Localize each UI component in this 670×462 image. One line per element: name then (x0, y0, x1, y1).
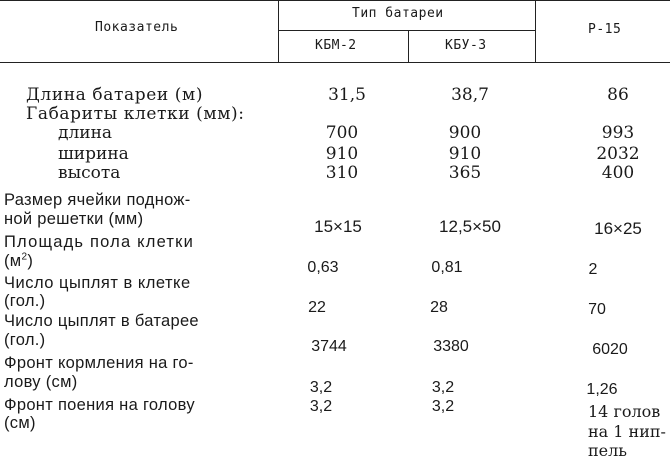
row-chicks-battery-kbm2: 3744 (311, 338, 347, 355)
row-dim-length-r15: 993 (601, 123, 635, 143)
row-feed-front-kbm2: 3,2 (309, 379, 333, 396)
row-dim-height-r15: 400 (601, 163, 635, 183)
row-dim-width-r15: 2032 (596, 144, 640, 164)
row-dim-height-label: высота (58, 163, 121, 183)
row-feed-front-label-2: лову (см) (4, 373, 78, 391)
row-floor-label-2-end: ) (27, 252, 34, 270)
row-dims-title: Габариты клетки (мм): (26, 104, 245, 124)
row-feed-front-r15: 1,26 (586, 381, 618, 398)
row-water-front-r15-line1: 14 голов (588, 402, 661, 421)
header-col-kbu3: КБУ-3 (445, 38, 487, 53)
row-chicks-battery-r15: 6020 (592, 341, 628, 358)
row-length-r15: 86 (607, 85, 629, 105)
header-col-kbm2: КБМ-2 (315, 38, 357, 53)
row-floor-label-2-text: (м (4, 252, 22, 270)
row-floor-label-2-sup: 2 (21, 251, 28, 263)
row-chicks-cage-label-2: (гол.) (4, 292, 46, 310)
row-mesh-kbm2: 15×15 (314, 217, 362, 236)
row-mesh-label-2: ной решетки (мм) (4, 210, 144, 228)
row-dim-width-kbu3: 910 (448, 144, 482, 164)
row-dim-height-kbu3: 365 (448, 163, 482, 183)
row-length-kbu3: 38,7 (451, 85, 489, 105)
row-floor-label-2 (4, 252, 33, 270)
header-sub-rule (278, 30, 535, 31)
row-chicks-cage-r15: 70 (588, 301, 606, 318)
header-indicator: Показатель (95, 20, 179, 35)
row-dim-width-kbm2: 910 (325, 144, 359, 164)
row-chicks-battery-label-1: Число цыплят в батарее (4, 312, 199, 330)
row-chicks-cage-kbu3: 28 (430, 299, 448, 316)
row-dim-length-kbm2: 700 (325, 123, 359, 143)
row-floor-kbm2: 0,63 (307, 259, 339, 276)
header-divider-sub (408, 30, 409, 62)
row-mesh-r15: 16×25 (594, 219, 642, 238)
row-chicks-battery-label-2: (гол.) (4, 331, 46, 349)
row-dim-length-label: длина (58, 123, 113, 143)
row-water-front-r15-line2: на 1 нип- (588, 422, 666, 441)
row-mesh-label-1: Размер ячейки поднож- (4, 191, 191, 209)
row-dim-height-kbm2: 310 (325, 163, 359, 183)
row-feed-front-kbu3: 3,2 (431, 379, 455, 396)
row-chicks-battery-kbu3: 3380 (433, 338, 469, 355)
header-bottom-rule (0, 62, 670, 63)
row-water-front-label-2: (см) (4, 414, 36, 432)
header-battery-type: Тип батареи (352, 6, 444, 21)
row-water-front-kbm2: 3,2 (309, 398, 333, 415)
header-divider-left (278, 0, 279, 62)
header-divider-right (535, 0, 536, 62)
row-chicks-cage-kbm2: 22 (308, 299, 326, 316)
row-water-front-kbu3: 3,2 (431, 398, 455, 415)
row-floor-label-1: Площадь пола клетки (4, 233, 194, 251)
row-length-label: Длина батареи (м) (26, 85, 204, 105)
row-chicks-cage-label-1: Число цыплят в клетке (4, 274, 191, 292)
row-water-front-label-1: Фронт поения на голову (4, 396, 195, 414)
row-water-front-r15-line3: пель (588, 441, 628, 460)
row-dim-length-kbu3: 900 (448, 123, 482, 143)
row-floor-kbu3: 0,81 (431, 259, 463, 276)
header-col-r15: Р-15 (588, 22, 622, 37)
row-mesh-kbu3: 12,5×50 (439, 217, 501, 236)
row-floor-r15: 2 (588, 261, 598, 278)
row-dim-width-label: ширина (58, 144, 129, 164)
header-top-rule (0, 0, 670, 1)
row-feed-front-label-1: Фронт кормления на го- (4, 354, 194, 372)
row-length-kbm2: 31,5 (328, 85, 366, 105)
